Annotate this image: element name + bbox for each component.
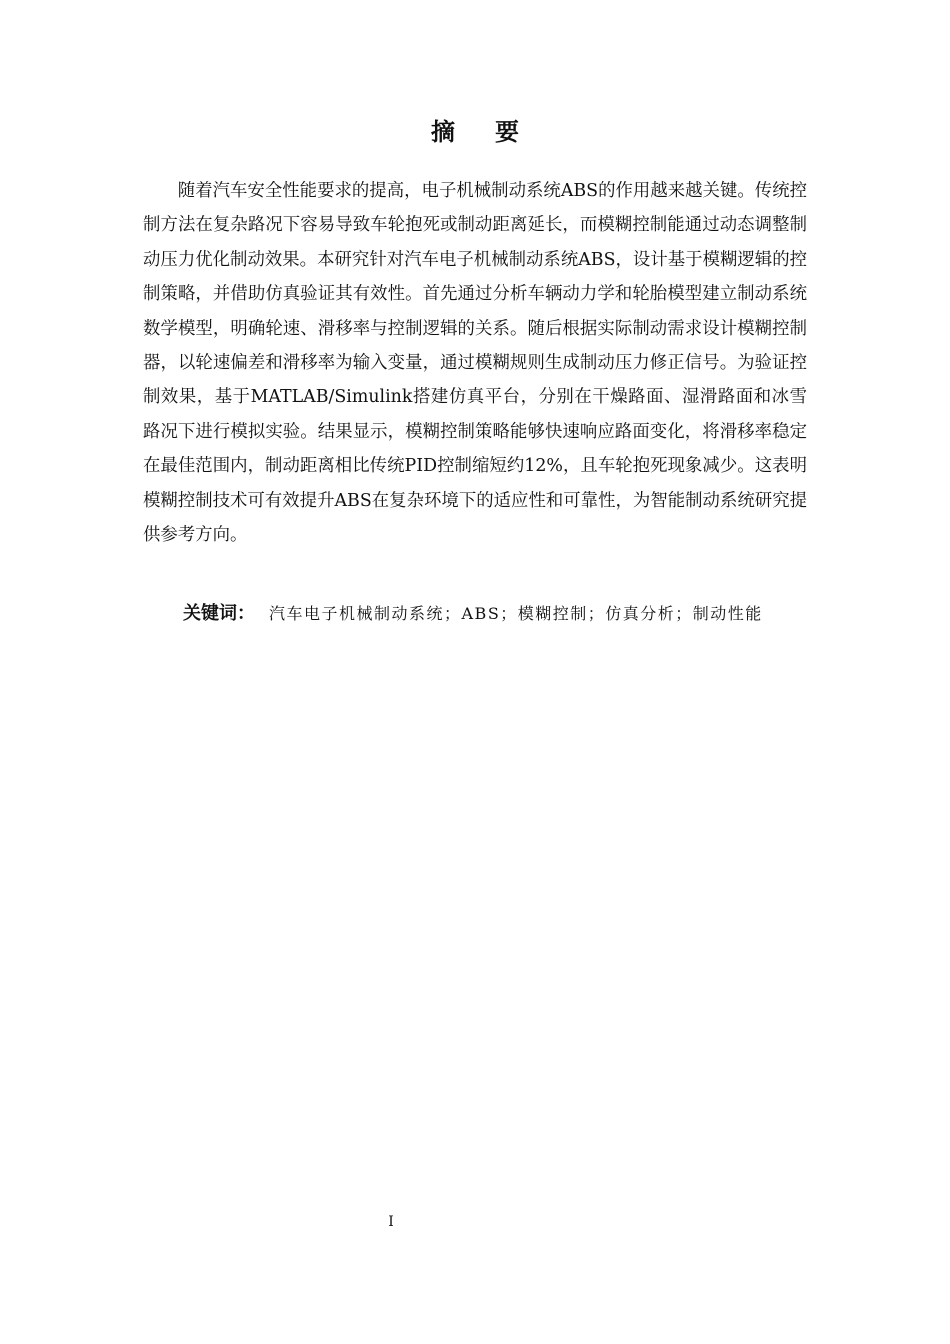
keywords-line [143,597,807,630]
abstract-title: 摘要 [431,118,559,146]
page-number: I [388,1214,394,1230]
abstract-body: 随着汽车安全性能要求的提高，电子机械制动系统ABS的作用越来越关键。传统控制方法在复杂路况下容易导致车轮抱死或制动距离延长，而模糊控制能通过动态调整制动压力优化制动效果。本研究针对汽车电子机械制动系统ABS，设计基于模糊逻辑的控制策略，并借助仿真验证其有效性。首先通过分析车辆动力学和轮胎模型建立制动系统数学模型，明确轮速、滑移率与控制逻辑的关系。随后根据实际制动需求设计模糊控制器，以轮速偏差和滑移率为输入变量，通过模糊规则生成制动压力修正信号。为验证控制效果，基于MATLAB/Simulink搭建仿真平台，分别在干燥路面、湿滑路面和冰雪路况下进行模拟实验。结果显示，模糊控制策略能够快速响应路面变化，将滑移率稳定在最佳范围内，制动距离相比传统PID控制缩短约12%，且车轮抱死现象减少。这表明模糊控制技术可有效提升ABS在复杂环境下的适应性和可靠性，为智能制动系统研究提供参考方向。 [143,181,807,546]
keywords-text: 汽车电子机械制动系统；ABS；模糊控制；仿真分析；制动性能 [269,604,763,623]
keywords-label: 关键词： [183,603,255,624]
